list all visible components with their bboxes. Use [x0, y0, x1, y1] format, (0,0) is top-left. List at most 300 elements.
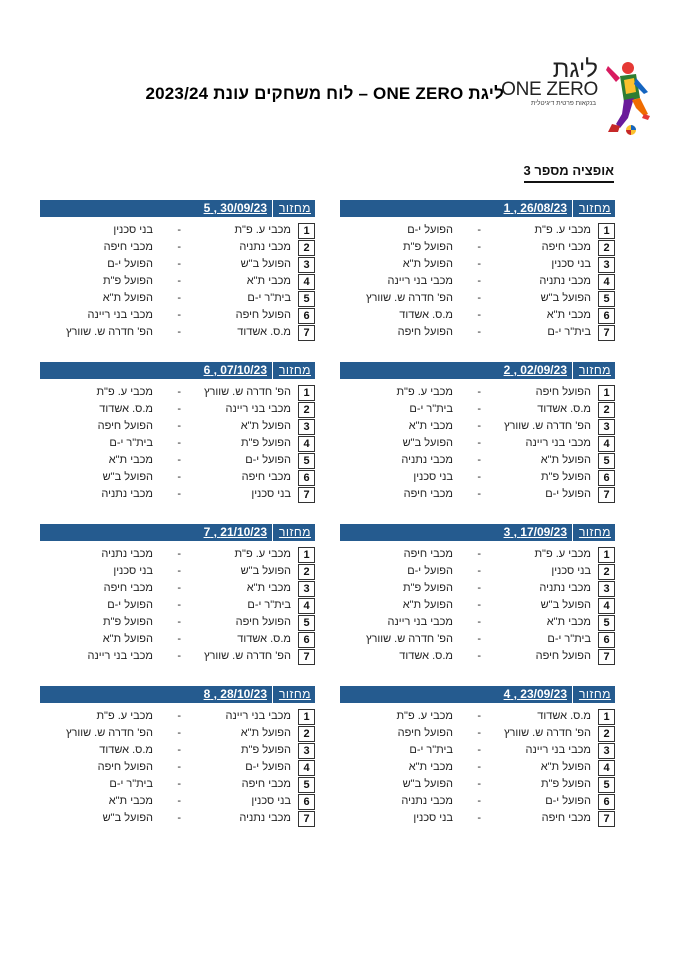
versus-dash: -	[177, 548, 181, 560]
game-row	[340, 546, 615, 563]
games-list	[340, 384, 615, 503]
away-team: מ.ס. אשדוד	[99, 744, 153, 756]
games-list	[40, 222, 315, 341]
round-date: 02/09/23 , 2	[503, 363, 567, 377]
away-team: מכבי ע. פ"ת	[396, 386, 453, 398]
versus-dash: -	[177, 761, 181, 773]
versus-dash: -	[477, 599, 481, 611]
game-number: 2	[598, 564, 615, 580]
game-row	[40, 563, 315, 580]
game-number: 7	[298, 811, 315, 827]
home-team: הפועל חיפה	[235, 616, 291, 628]
versus-dash: -	[177, 565, 181, 577]
game-row	[340, 742, 615, 759]
game-number: 6	[298, 470, 315, 486]
game-row	[40, 776, 315, 793]
away-team: מכבי בני ריינה	[87, 309, 153, 321]
home-team: הפועל י-ם	[245, 761, 291, 773]
round-header-divider	[272, 686, 273, 703]
versus-dash: -	[477, 710, 481, 722]
game-number: 3	[598, 419, 615, 435]
game-row	[40, 580, 315, 597]
games-list	[340, 222, 615, 341]
home-team: בית"ר י-ם	[547, 633, 591, 645]
round-header-divider	[572, 362, 573, 379]
round-block	[40, 200, 315, 341]
round-header-divider	[272, 362, 273, 379]
home-team: הפועל ב"ש	[540, 599, 591, 611]
round-header-divider	[572, 686, 573, 703]
home-team: מכבי נתניה	[239, 241, 291, 253]
away-team: מכבי נתניה	[401, 795, 453, 807]
game-number: 6	[598, 794, 615, 810]
away-team: מ.ס. אשדוד	[399, 309, 453, 321]
game-number: 6	[298, 632, 315, 648]
game-number: 6	[598, 308, 615, 324]
home-team: מכבי חיפה	[541, 241, 591, 253]
game-row	[40, 759, 315, 776]
home-team: מכבי בני ריינה	[525, 437, 591, 449]
round-header-divider	[572, 524, 573, 541]
away-team: הפועל י-ם	[407, 224, 453, 236]
game-number: 2	[298, 564, 315, 580]
logo-word: ליגת	[552, 56, 598, 83]
away-team: מכבי נתניה	[401, 454, 453, 466]
away-team: הפועל י-ם	[107, 599, 153, 611]
versus-dash: -	[177, 633, 181, 645]
game-row	[340, 401, 615, 418]
home-team: מכבי ע. פ"ת	[234, 548, 291, 560]
game-number: 2	[298, 726, 315, 742]
home-team: מכבי נתניה	[539, 582, 591, 594]
game-row	[40, 239, 315, 256]
versus-dash: -	[177, 292, 181, 304]
game-row	[40, 256, 315, 273]
home-team: הפ' חדרה ש. שוורץ	[203, 650, 291, 662]
away-team: מכבי נתניה	[101, 548, 153, 560]
round-header	[40, 200, 315, 217]
home-team: הפועל ב"ש	[240, 258, 291, 270]
game-number: 7	[598, 649, 615, 665]
game-row	[340, 222, 615, 239]
game-number: 5	[298, 615, 315, 631]
home-team: הפועל ת"א	[540, 761, 591, 773]
home-team: בני סכנין	[551, 258, 591, 270]
away-team: מכבי ע. פ"ת	[96, 710, 153, 722]
home-team: בית"ר י-ם	[247, 599, 291, 611]
away-team: מכבי ע. פ"ת	[96, 386, 153, 398]
away-team: מכבי בני ריינה	[87, 650, 153, 662]
game-row	[340, 273, 615, 290]
home-team: מ.ס. אשדוד	[537, 403, 591, 415]
game-number: 1	[298, 223, 315, 239]
round-word: מחזור	[278, 687, 311, 701]
away-team: הפועל חיפה	[397, 326, 453, 338]
game-row	[340, 563, 615, 580]
round-header	[40, 362, 315, 379]
game-number: 6	[598, 470, 615, 486]
game-number: 2	[598, 402, 615, 418]
versus-dash: -	[177, 386, 181, 398]
game-number: 7	[598, 325, 615, 341]
home-team: מכבי חיפה	[241, 471, 291, 483]
home-team: בני סכנין	[551, 565, 591, 577]
game-row	[40, 307, 315, 324]
game-number: 4	[298, 760, 315, 776]
round-block	[40, 524, 315, 665]
away-team: הפועל ת"א	[102, 292, 153, 304]
versus-dash: -	[477, 565, 481, 577]
versus-dash: -	[477, 582, 481, 594]
game-row	[340, 239, 615, 256]
game-number: 5	[298, 453, 315, 469]
home-team: הפועל פ"ת	[240, 437, 291, 449]
round-header	[340, 362, 615, 379]
versus-dash: -	[477, 292, 481, 304]
game-number: 1	[298, 547, 315, 563]
away-team: בית"ר י-ם	[109, 778, 153, 790]
game-number: 6	[298, 308, 315, 324]
versus-dash: -	[477, 403, 481, 415]
away-team: בני סכנין	[113, 565, 153, 577]
round-word: מחזור	[278, 363, 311, 377]
game-number: 5	[298, 291, 315, 307]
away-team: מכבי ת"א	[408, 761, 453, 773]
versus-dash: -	[477, 616, 481, 628]
away-team: מכבי בני ריינה	[387, 616, 453, 628]
home-team: מכבי ע. פ"ת	[234, 224, 291, 236]
games-list	[40, 384, 315, 503]
versus-dash: -	[177, 795, 181, 807]
away-team: הפועל ב"ש	[102, 812, 153, 824]
game-number: 3	[298, 743, 315, 759]
home-team: מכבי ע. פ"ת	[534, 224, 591, 236]
versus-dash: -	[177, 437, 181, 449]
game-row	[40, 793, 315, 810]
game-number: 3	[298, 581, 315, 597]
game-number: 3	[298, 419, 315, 435]
away-team: בית"ר י-ם	[109, 437, 153, 449]
game-row	[340, 631, 615, 648]
game-row	[40, 452, 315, 469]
game-number: 2	[298, 402, 315, 418]
round-date: 28/10/23 , 8	[203, 687, 267, 701]
away-team: מכבי חיפה	[403, 548, 453, 560]
away-team: מ.ס. אשדוד	[399, 650, 453, 662]
game-number: 4	[598, 760, 615, 776]
round-header	[40, 524, 315, 541]
home-team: מכבי בני ריינה	[225, 710, 291, 722]
game-row	[40, 742, 315, 759]
game-row	[340, 435, 615, 452]
versus-dash: -	[177, 778, 181, 790]
round-date: 23/09/23 , 4	[503, 687, 567, 701]
away-team: מכבי ע. פ"ת	[396, 710, 453, 722]
game-number: 7	[298, 325, 315, 341]
versus-dash: -	[477, 326, 481, 338]
away-team: הפ' חדרה ש. שוורץ	[65, 727, 153, 739]
game-row	[340, 810, 615, 827]
home-team: הפועל חיפה	[535, 650, 591, 662]
away-team: הפועל ת"א	[402, 599, 453, 611]
home-team: מכבי חיפה	[241, 778, 291, 790]
game-number: 3	[598, 743, 615, 759]
game-number: 7	[598, 487, 615, 503]
game-row	[340, 418, 615, 435]
games-list	[40, 708, 315, 827]
round-date: 21/10/23 , 7	[203, 525, 267, 539]
game-number: 1	[298, 709, 315, 725]
game-row	[40, 290, 315, 307]
away-team: הפועל ב"ש	[402, 437, 453, 449]
versus-dash: -	[177, 650, 181, 662]
home-team: הפ' חדרה ש. שוורץ	[503, 420, 591, 432]
game-number: 4	[598, 598, 615, 614]
away-team: הפ' חדרה ש. שוורץ	[365, 633, 453, 645]
away-team: הפועל חיפה	[97, 761, 153, 773]
round-word: מחזור	[578, 363, 611, 377]
game-row	[40, 384, 315, 401]
versus-dash: -	[477, 727, 481, 739]
home-team: הפועל פ"ת	[540, 471, 591, 483]
versus-dash: -	[477, 241, 481, 253]
away-team: הפ' חדרה ש. שוורץ	[365, 292, 453, 304]
round-word: מחזור	[578, 525, 611, 539]
home-team: הפועל חיפה	[535, 386, 591, 398]
game-row	[40, 273, 315, 290]
away-team: הפועל פ"ת	[402, 582, 453, 594]
versus-dash: -	[177, 454, 181, 466]
home-team: הפועל ב"ש	[240, 565, 291, 577]
game-number: 5	[598, 291, 615, 307]
home-team: הפ' חדרה ש. שוורץ	[503, 727, 591, 739]
home-team: מכבי ת"א	[246, 275, 291, 287]
versus-dash: -	[477, 437, 481, 449]
games-list	[340, 708, 615, 827]
away-team: הפועל ת"א	[102, 633, 153, 645]
home-team: הפועל י-ם	[245, 454, 291, 466]
away-team: מכבי ת"א	[108, 454, 153, 466]
page-title: ליגת ONE ZERO – לוח משחקים עונת 2023/24	[145, 84, 504, 103]
game-number: 4	[598, 274, 615, 290]
round-header-divider	[272, 524, 273, 541]
versus-dash: -	[477, 275, 481, 287]
versus-dash: -	[177, 326, 181, 338]
versus-dash: -	[177, 599, 181, 611]
versus-dash: -	[177, 616, 181, 628]
away-team: בני סכנין	[113, 224, 153, 236]
home-team: מכבי ע. פ"ת	[534, 548, 591, 560]
home-team: מכבי נתניה	[539, 275, 591, 287]
games-list	[40, 546, 315, 665]
game-row	[40, 725, 315, 742]
game-row	[40, 486, 315, 503]
home-team: בית"ר י-ם	[547, 326, 591, 338]
round-header-divider	[272, 200, 273, 217]
game-number: 5	[598, 615, 615, 631]
versus-dash: -	[177, 275, 181, 287]
away-team: בית"ר י-ם	[409, 403, 453, 415]
game-number: 4	[598, 436, 615, 452]
game-row	[40, 648, 315, 665]
versus-dash: -	[477, 258, 481, 270]
game-row	[340, 256, 615, 273]
game-number: 2	[598, 726, 615, 742]
game-row	[40, 708, 315, 725]
versus-dash: -	[477, 454, 481, 466]
versus-dash: -	[477, 420, 481, 432]
option-heading: אופציה מספר 3	[524, 163, 614, 183]
game-number: 4	[298, 598, 315, 614]
game-number: 7	[298, 487, 315, 503]
league-logo	[498, 58, 654, 138]
away-team: מכבי חיפה	[103, 241, 153, 253]
versus-dash: -	[177, 241, 181, 253]
game-row	[40, 546, 315, 563]
home-team: מכבי בני ריינה	[525, 744, 591, 756]
versus-dash: -	[177, 710, 181, 722]
game-row	[340, 384, 615, 401]
away-team: הפועל פ"ת	[102, 275, 153, 287]
away-team: הפועל חיפה	[397, 727, 453, 739]
game-number: 1	[598, 709, 615, 725]
round-date: 17/09/23 , 3	[503, 525, 567, 539]
game-row	[340, 776, 615, 793]
away-team: הפועל פ"ת	[102, 616, 153, 628]
game-row	[340, 469, 615, 486]
game-number: 6	[598, 632, 615, 648]
away-team: הפועל פ"ת	[402, 241, 453, 253]
versus-dash: -	[477, 761, 481, 773]
versus-dash: -	[177, 224, 181, 236]
away-team: מ.ס. אשדוד	[99, 403, 153, 415]
home-team: הפועל ת"א	[540, 454, 591, 466]
game-row	[40, 469, 315, 486]
versus-dash: -	[477, 548, 481, 560]
round-block	[340, 200, 615, 341]
versus-dash: -	[177, 744, 181, 756]
home-team: מ.ס. אשדוד	[237, 633, 291, 645]
game-row	[340, 324, 615, 341]
round-word: מחזור	[278, 525, 311, 539]
game-row	[340, 708, 615, 725]
game-number: 5	[298, 777, 315, 793]
versus-dash: -	[177, 582, 181, 594]
home-team: מ.ס. אשדוד	[237, 326, 291, 338]
game-row	[340, 290, 615, 307]
versus-dash: -	[477, 633, 481, 645]
logo-tagline: בנקאות פרטית דיגיטלית	[530, 100, 596, 107]
home-team: בני סכנין	[251, 795, 291, 807]
game-row	[40, 222, 315, 239]
round-header-divider	[572, 200, 573, 217]
round-block	[340, 362, 615, 503]
game-row	[40, 810, 315, 827]
round-header	[340, 524, 615, 541]
game-number: 7	[298, 649, 315, 665]
round-word: מחזור	[578, 687, 611, 701]
game-number: 5	[598, 453, 615, 469]
home-team: בני סכנין	[251, 488, 291, 500]
game-number: 1	[298, 385, 315, 401]
away-team: בני סכנין	[413, 812, 453, 824]
home-team: מכבי חיפה	[541, 812, 591, 824]
versus-dash: -	[477, 812, 481, 824]
versus-dash: -	[177, 309, 181, 321]
home-team: בית"ר י-ם	[247, 292, 291, 304]
round-word: מחזור	[278, 201, 311, 215]
round-block	[40, 362, 315, 503]
versus-dash: -	[177, 403, 181, 415]
versus-dash: -	[177, 420, 181, 432]
away-team: מכבי חיפה	[103, 582, 153, 594]
game-number: 3	[298, 257, 315, 273]
home-team: הפ' חדרה ש. שוורץ	[203, 386, 291, 398]
versus-dash: -	[477, 488, 481, 500]
home-team: הפועל פ"ת	[540, 778, 591, 790]
football-player-icon	[598, 58, 650, 138]
versus-dash: -	[477, 224, 481, 236]
away-team: הפועל ב"ש	[102, 471, 153, 483]
home-team: מכבי בני ריינה	[225, 403, 291, 415]
versus-dash: -	[177, 258, 181, 270]
game-row	[340, 307, 615, 324]
versus-dash: -	[477, 386, 481, 398]
away-team: הפועל י-ם	[107, 258, 153, 270]
away-team: מכבי חיפה	[403, 488, 453, 500]
game-number: 1	[598, 223, 615, 239]
game-row	[340, 614, 615, 631]
round-header	[40, 686, 315, 703]
away-team: מכבי בני ריינה	[387, 275, 453, 287]
versus-dash: -	[177, 471, 181, 483]
away-team: מכבי נתניה	[101, 488, 153, 500]
away-team: בני סכנין	[413, 471, 453, 483]
game-row	[340, 793, 615, 810]
round-header	[340, 686, 615, 703]
home-team: הפועל חיפה	[235, 309, 291, 321]
game-row	[340, 452, 615, 469]
game-number: 5	[598, 777, 615, 793]
game-number: 2	[598, 240, 615, 256]
round-date: 26/08/23 , 1	[503, 201, 567, 215]
home-team: מ.ס. אשדוד	[537, 710, 591, 722]
away-team: מכבי ת"א	[408, 420, 453, 432]
game-row	[40, 614, 315, 631]
home-team: הפועל פ"ת	[240, 744, 291, 756]
round-date: 30/09/23 , 5	[203, 201, 267, 215]
round-date: 07/10/23 , 6	[203, 363, 267, 377]
game-row	[340, 486, 615, 503]
versus-dash: -	[477, 744, 481, 756]
game-row	[40, 324, 315, 341]
game-row	[340, 759, 615, 776]
away-team: מכבי ת"א	[108, 795, 153, 807]
versus-dash: -	[177, 812, 181, 824]
home-team: מכבי ת"א	[246, 582, 291, 594]
away-team: הפועל ת"א	[402, 258, 453, 270]
game-row	[340, 648, 615, 665]
game-number: 3	[598, 257, 615, 273]
game-number: 2	[298, 240, 315, 256]
home-team: מכבי נתניה	[239, 812, 291, 824]
versus-dash: -	[177, 488, 181, 500]
page-header	[0, 58, 690, 138]
game-number: 1	[598, 547, 615, 563]
game-row	[40, 401, 315, 418]
home-team: מכבי ת"א	[546, 616, 591, 628]
versus-dash: -	[477, 309, 481, 321]
